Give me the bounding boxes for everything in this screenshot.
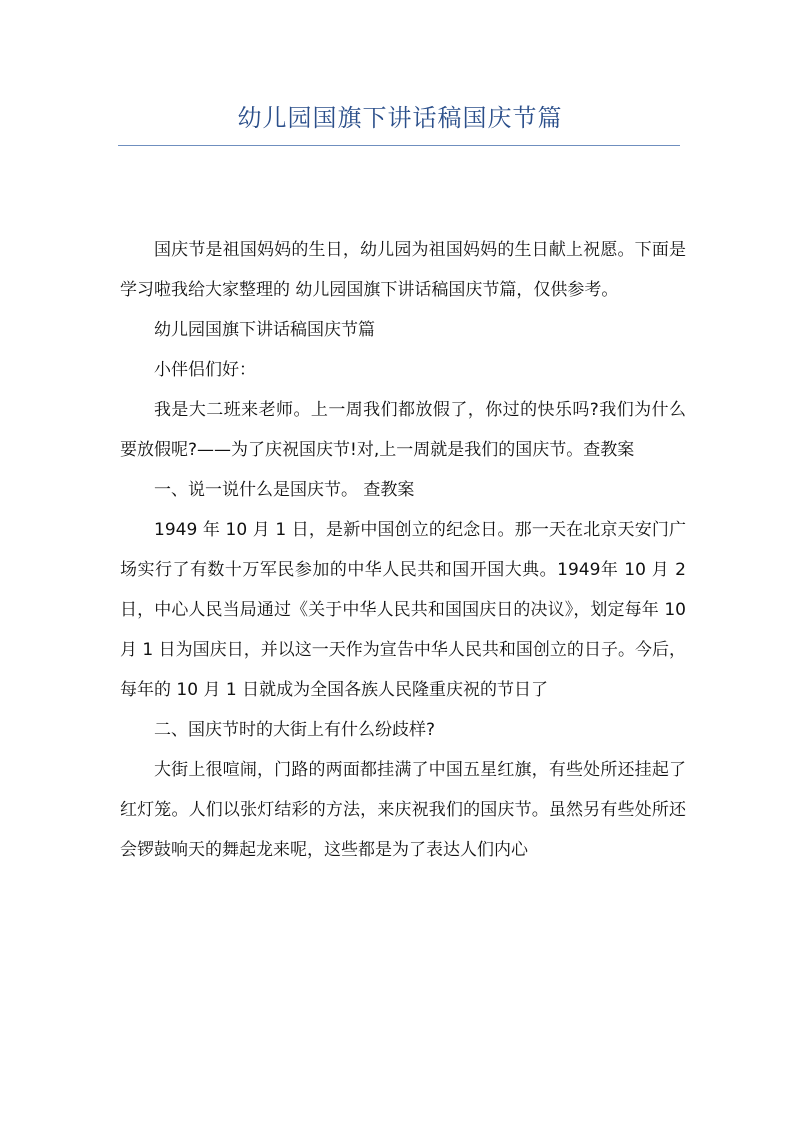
paragraph-heading: 幼儿园国旗下讲话稿国庆节篇 [154,320,375,340]
document-body [120,230,686,870]
title-underline [118,145,680,146]
paragraph-intro: 国庆节是祖国妈妈的生日，幼儿园为祖国妈妈的生日献上祝愿。下面是学习啦我给大家整理的 幼儿园国旗下讲话稿国庆节篇，仅供参考。 [120,240,686,300]
section-heading-2: 二、国庆节时的大街上有什么纷歧样? [154,720,436,740]
paragraph-greeting: 小伴侣们好： [154,360,256,380]
paragraph-street: 大街上很喧闹，门路的两面都挂满了中国五星红旗，有些处所还挂起了红灯笼。人们以张灯结彩的方法，来庆祝我们的国庆节。虽然另有些处所还会锣鼓响天的舞起龙来呢，这些都是为了表达人们内心 [120,760,686,860]
paragraph-history: 1949 年 10 月 1 日，是新中国创立的纪念日。那一天在北京天安门广场实行了有数十万军民参加的中华人民共和国开国大典。1949年 10 月 2 日，中心人民当局通过《关于中华人民共和国国庆日的决议》，划定每年 10 月 1 日为国庆日，并以这一天作为宣告中华人民共和国创立的日子。今后，每年的 10 月 1 日就成为全国各族人民隆重庆祝的节日了 [120,520,686,700]
paragraph-self-intro: 我是大二班来老师。上一周我们都放假了，你过的快乐吗?我们为什么要放假呢?——为了庆祝国庆节!对,上一周就是我们的国庆节。查教案 [120,400,686,460]
document-title: 幼儿园国旗下讲话稿国庆节篇 [237,104,563,132]
section-heading-1: 一、说一说什么是国庆节。 查教案 [154,480,415,500]
